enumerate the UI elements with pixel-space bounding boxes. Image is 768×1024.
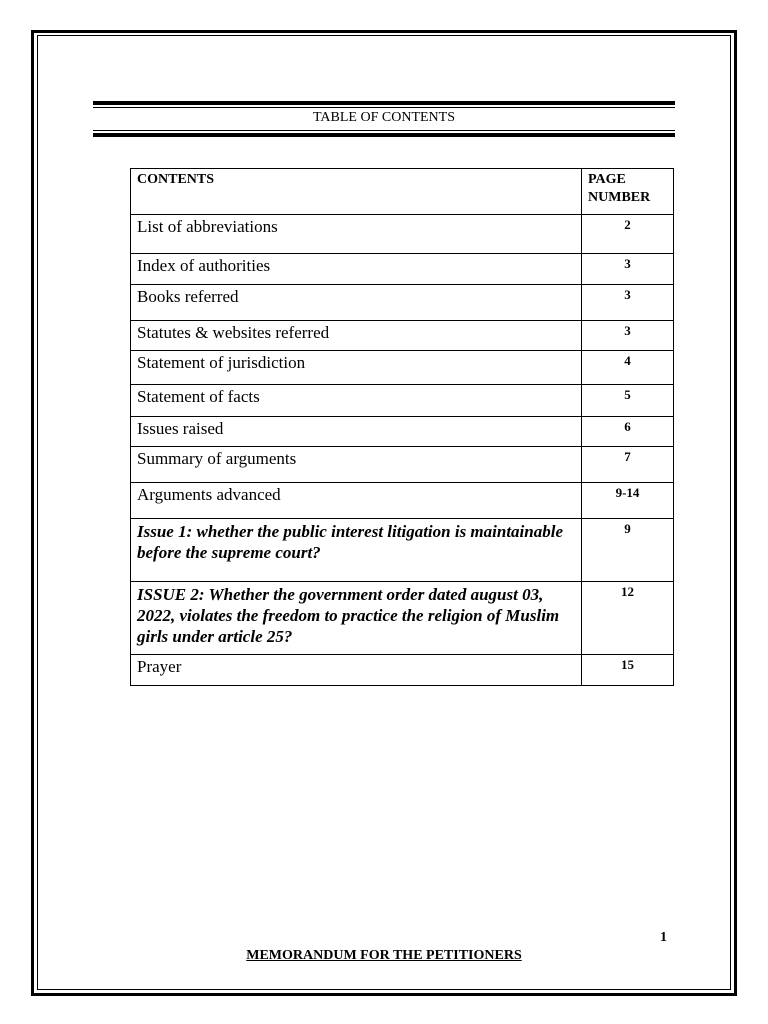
toc-row-title: Arguments advanced: [137, 485, 281, 504]
toc-row-issue: [131, 519, 674, 582]
toc-row: [131, 417, 674, 447]
toc-row-title: Books referred: [137, 287, 239, 306]
toc-row: [131, 254, 674, 285]
toc-row-page: 6: [582, 417, 674, 447]
heading-rule-bottom-thin: [93, 130, 675, 131]
toc-row-title: Prayer: [137, 657, 182, 676]
toc-row-title: Issue 1: whether the public interest litigation is maintainable before the supreme court?: [137, 522, 564, 562]
toc-row: [131, 655, 674, 686]
toc-row-page: 3: [582, 285, 674, 321]
toc-row-title: Statement of facts: [137, 387, 260, 406]
heading-rule-bottom: [93, 133, 675, 137]
toc-table: [130, 168, 674, 686]
toc-row-page: 15: [582, 655, 674, 686]
toc-row-page: 9: [582, 519, 674, 582]
toc-row: [131, 215, 674, 254]
toc-row-title: Issues raised: [137, 419, 224, 438]
toc-row-page: 12: [582, 582, 674, 655]
toc-row-title: List of abbreviations: [137, 217, 278, 236]
toc-row-page: 7: [582, 447, 674, 483]
toc-row-page: 4: [582, 351, 674, 385]
toc-row: [131, 351, 674, 385]
toc-row: [131, 483, 674, 519]
toc-row: [131, 447, 674, 483]
footer-title: MEMORANDUM FOR THE PETITIONERS: [246, 948, 522, 963]
toc-row-title: Summary of arguments: [137, 449, 297, 468]
toc-heading: TABLE OF CONTENTS: [313, 110, 455, 125]
toc-row-title: Statement of jurisdiction: [137, 353, 306, 372]
toc-row-page: 3: [582, 321, 674, 351]
heading-rule-top-thin: [93, 107, 675, 108]
toc-row-page: 9-14: [582, 483, 674, 519]
page-number: 1: [660, 930, 667, 945]
toc-row: [131, 385, 674, 417]
toc-header-row: [131, 169, 674, 215]
heading-rule-top: [93, 101, 675, 105]
toc-row-page: 5: [582, 385, 674, 417]
toc-heading-block: [93, 101, 675, 137]
toc-row-page: 3: [582, 254, 674, 285]
toc-row-title: Statutes & websites referred: [137, 323, 330, 342]
page-number-header: PAGE NUMBER: [582, 169, 674, 215]
toc-row-issue: [131, 582, 674, 655]
toc-row: [131, 321, 674, 351]
toc-row: [131, 285, 674, 321]
toc-row-title: Index of authorities: [137, 256, 271, 275]
contents-header: CONTENTS: [131, 169, 582, 215]
toc-row-title: ISSUE 2: Whether the government order dated august 03, 2022, violates the freedom to practice the religion of Muslim girls under article 25?: [137, 585, 560, 646]
toc-row-page: 2: [582, 215, 674, 254]
